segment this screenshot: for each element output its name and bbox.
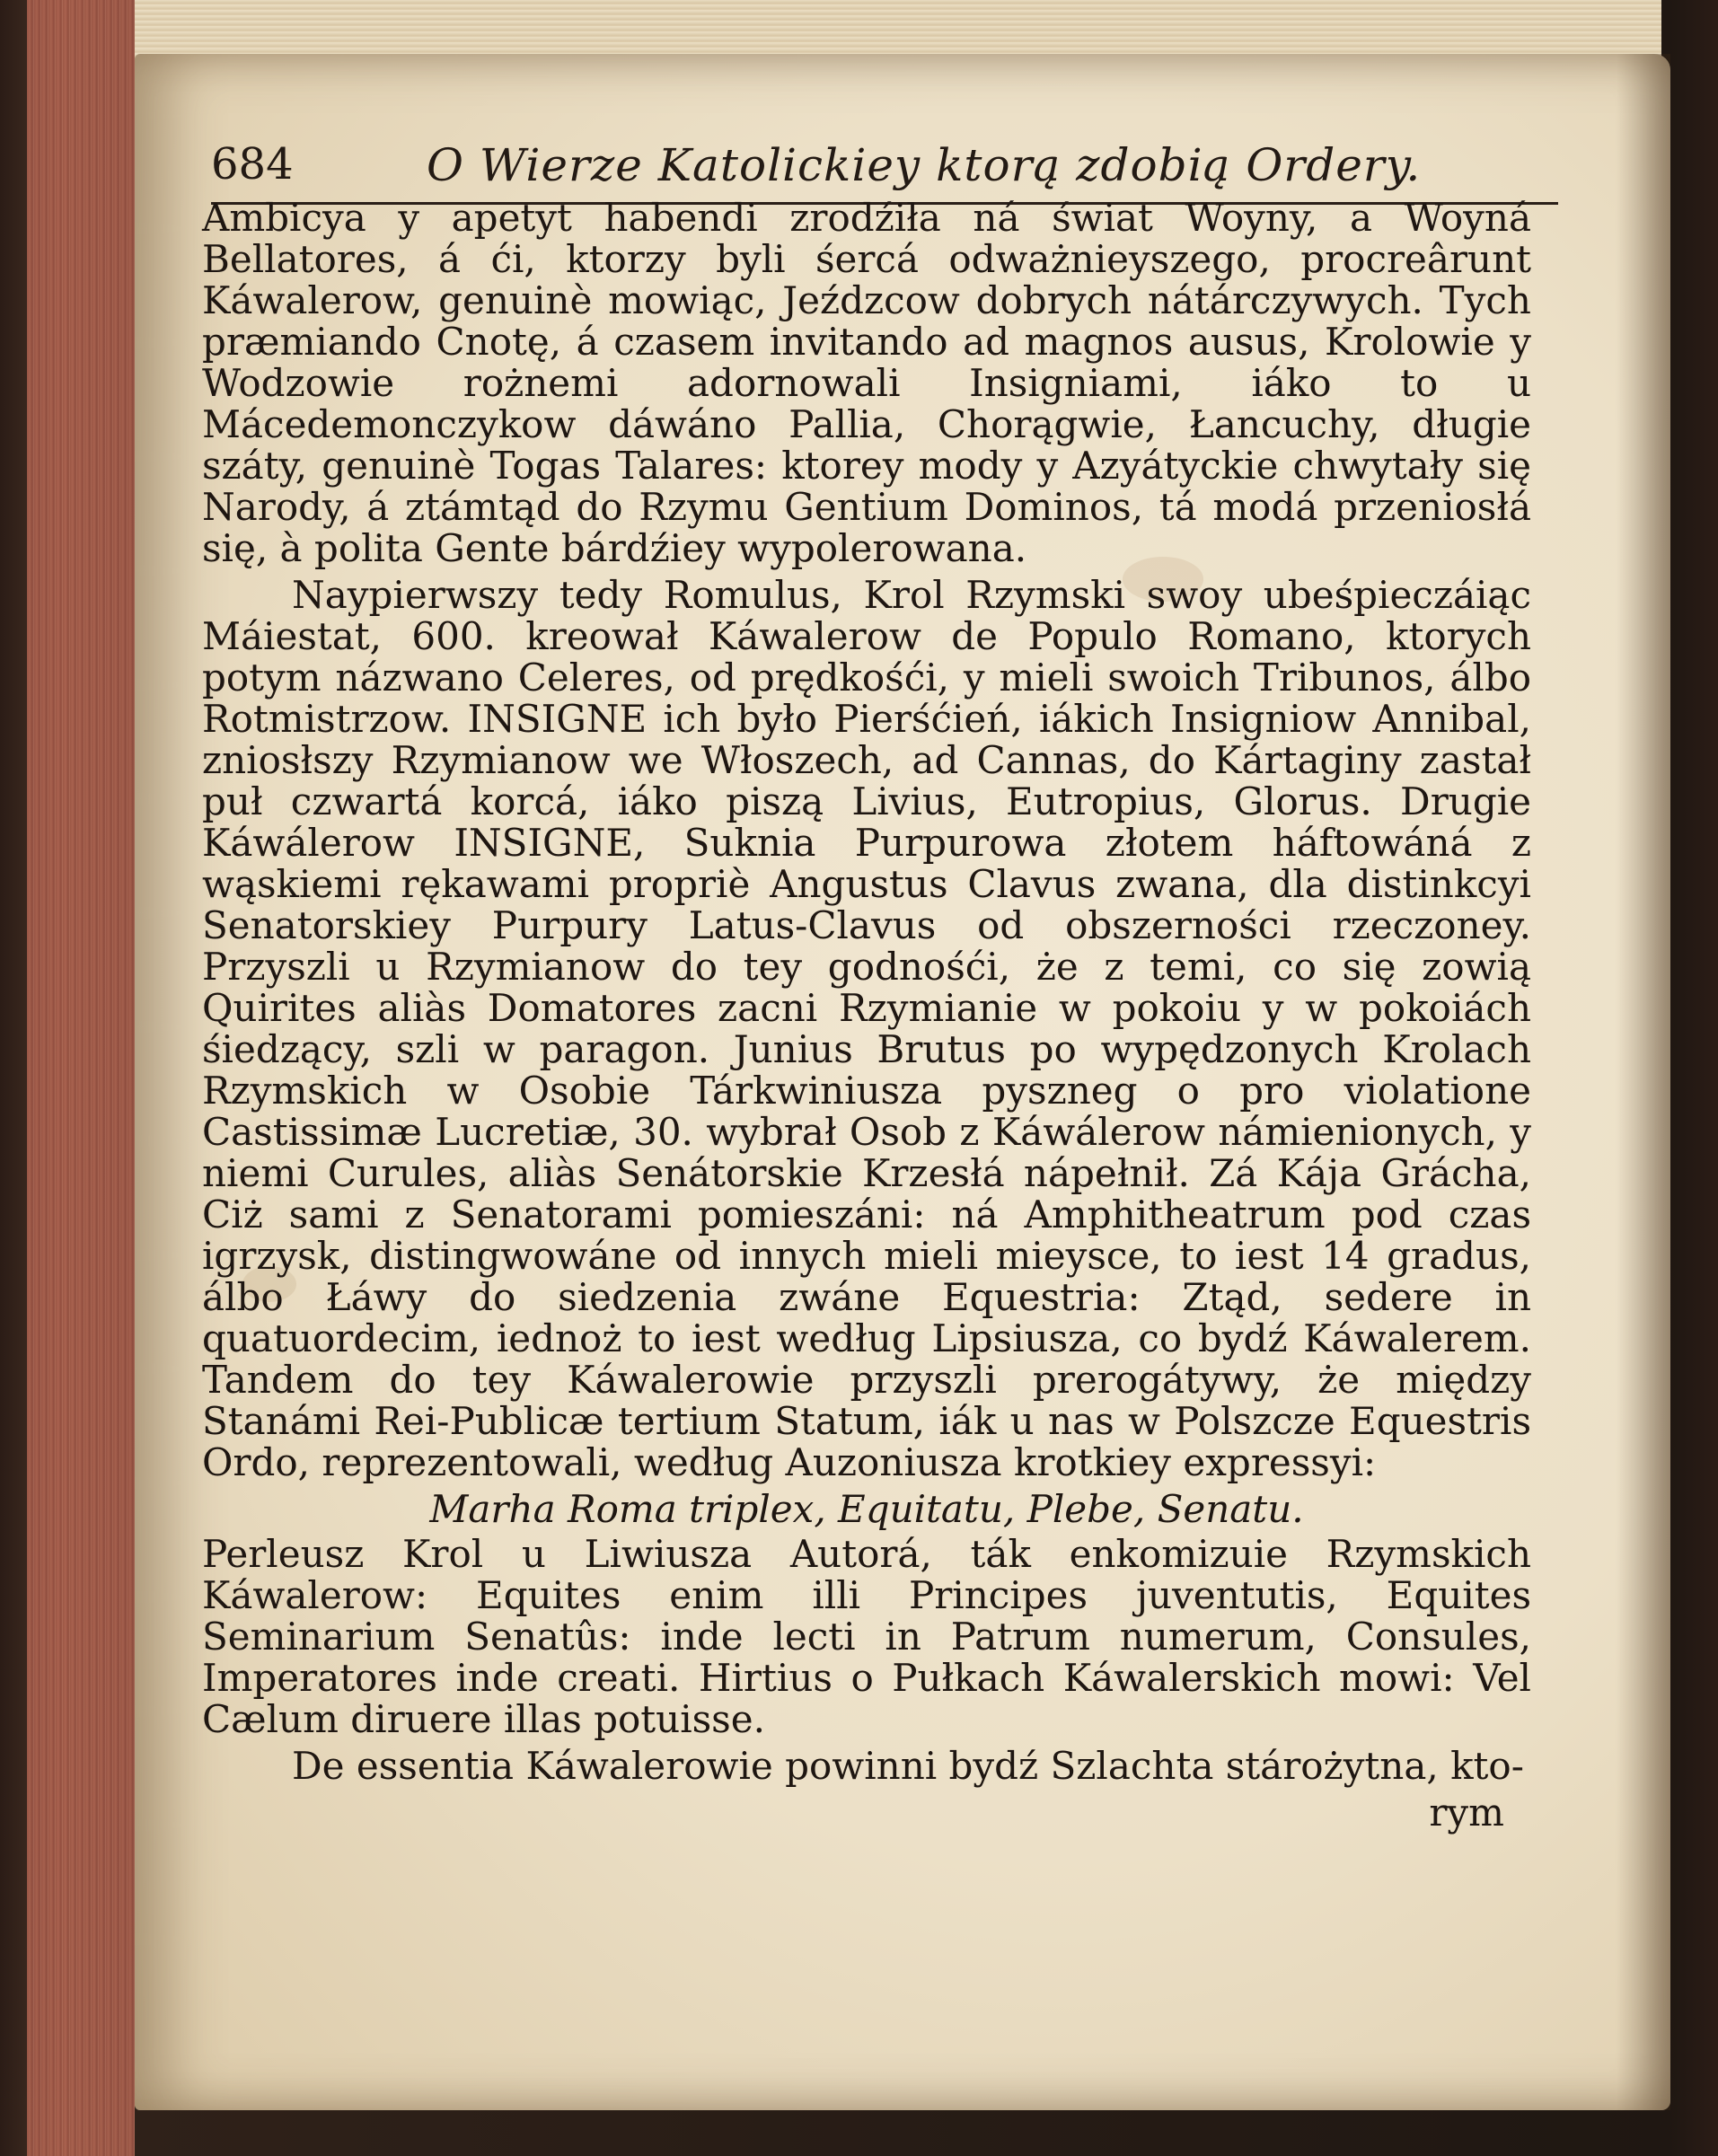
verse-quote: Marha Roma triplex, Equitatu, Plebe, Senatu. <box>429 1487 1304 1531</box>
paragraph: Perleusz Krol u Liwiusza Autorá, ták enkomizuie Rzymskich Káwalerow: Equites enim illi Principes juventutis, Equites Seminarium Senatûs: inde lecti in Patrum numerum, Consules, Imperatores inde creati. Hirtius o Pułkach Káwalerskich mowi: Vel Cælum diruere illas potuisse. <box>202 1532 1531 1741</box>
paragraph: De essentia Káwalerowie powinni bydź Szlachta stárożytna, kto- <box>292 1744 1524 1788</box>
page-number: 684 <box>211 139 294 189</box>
paragraph: Ambicya y apetyt habendi zrodźiła ná świat Woyny, a Woyná Bellatores, á ći, ktorzy byli śercá odważnieyszego, procreârunt Káwalerow, genuinè mowiąc, Jeźdzcow dobrych nátárczywych. Tych præmiando Cnotę, á czasem invitando ad magnos ausus, Krolowie y Wodzowie rożnemi adornowali Insigniami, iáko to u Mácedemonczykow dáwáno Pallia, Chorągwie, Łancuchy, długie száty, genuinè Togas Talares: ktorey mody y Azyátyckie chwytały się Narody, á ztámtąd do Rzymu Gentium Dominos, tá modá przeniosłá się, à polita Gente bárdźiey wypolerowana. <box>202 196 1531 570</box>
page-gutter-shadow <box>1617 54 1670 2110</box>
catchword: rym <box>1429 1791 1504 1835</box>
book-fore-edge <box>27 0 135 2156</box>
book-page <box>135 54 1670 2110</box>
body-text <box>202 198 1531 1834</box>
running-title: O Wierze Katolickiey ktorą zdobią Ordery. <box>427 139 1422 191</box>
paragraph: Naypierwszy tedy Romulus, Krol Rzymski swoy ubeśpieczáiąc Máiestat, 600. kreował Káwalerow de Populo Romano, ktorych potym názwano Celeres, od prędkośći, y mieli swoich Tribunos, álbo Rotmistrzow. INSIGNE ich było Pierśćień, iákich Insigniow Annibal, zniosłszy Rzymianow we Włoszech, ad Cannas, do Kártaginy zastał puł czwartá korcá, iáko piszą Livius, Eutropius, Glorus. Drugie Káwálerow INSIGNE, Suknia Purpurowa złotem háftowáná z wąskiemi rękawami propriè Angustus Clavus zwana, dla distinkcyi Senatorskiey Purpury Latus-Clavus od obszerności rzeczoney. Przyszli u Rzymianow do tey godnośći, że z temi, co się zowią Quirites aliàs Domatores zacni Rzymianie w pokoiu y w pokoiách śiedzący, szli w paragon. Junius Brutus po wypędzonych Krolach Rzymskich w Osobie Tárkwiniusza pyszneg o pro violatione Castissimæ Lucretiæ, 30. wybrał Osob z Káwálerow námienionych, y niemi Curules, aliàs Senátorskie Krzesłá nápełnił. Zá Kája Grácha, Ciż sami z Senatorami pomieszáni: ná Amphitheatrum pod czas igrzysk, distingwowáne od innych mieli mieysce, to iest 14 gradus, álbo Łáwy do siedzenia zwáne Equestria: Ztąd, sedere in quatuordecim, iednoż to iest według Lipsiusza, co bydź Káwalerem. Tandem do tey Káwalerowie przyszli prerogátywy, że między Stanámi Rei-Publicæ tertium Statum, iák u nas w Polszcze Equestris Ordo, reprezentowali, według Auzoniusza krotkiey expressyi: <box>202 573 1531 1484</box>
